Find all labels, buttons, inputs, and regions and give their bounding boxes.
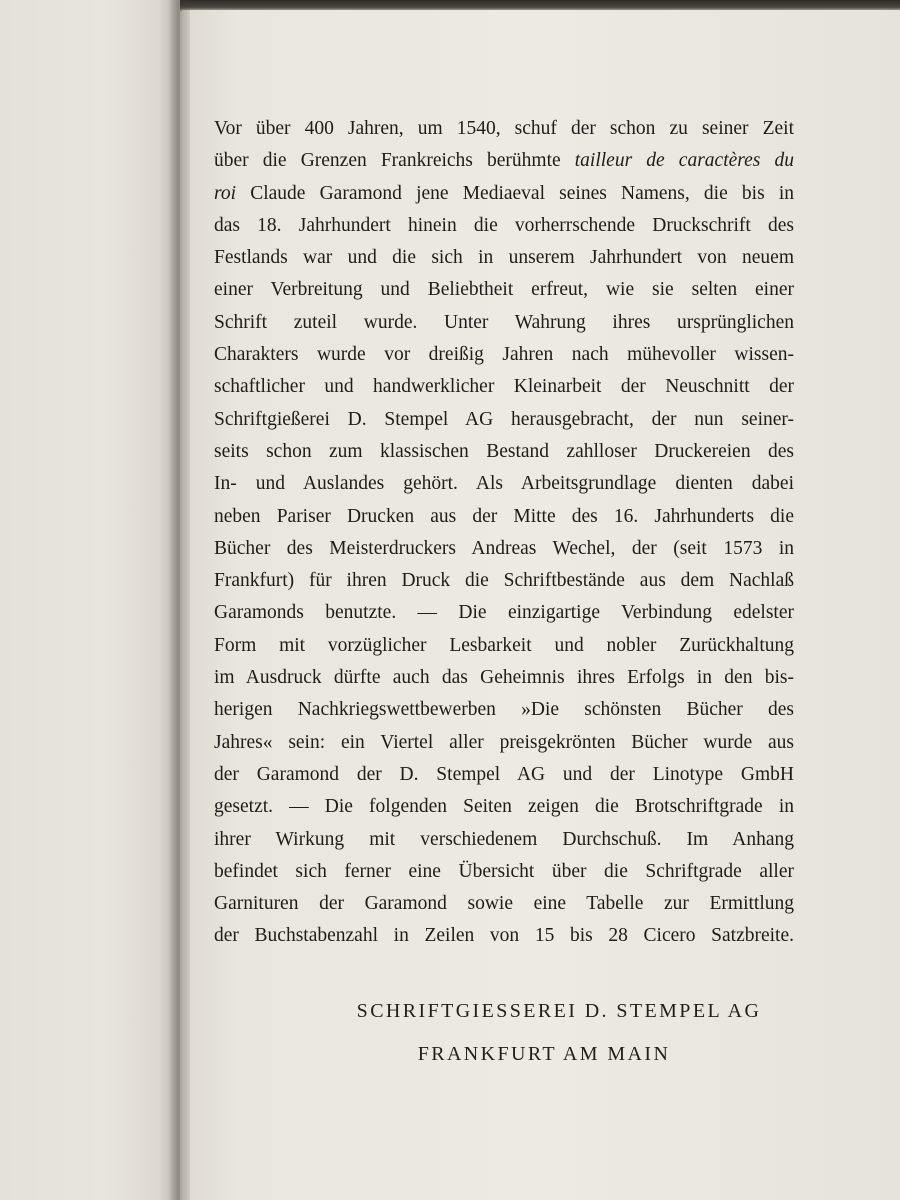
text-line [214, 145, 794, 177]
italic-text-segment: roi [214, 182, 237, 204]
text-line [214, 533, 794, 565]
text-segment: im Ausdruck dürfte auch das Geheimnis ihres Erfolgs in den bis- [214, 667, 794, 689]
text-segment: befindet sich ferner eine Übersicht über die Schriftgrade aller [214, 860, 794, 882]
text-segment: Garamonds benutzte. — Die einzigartige Verbindung edelster [214, 602, 794, 624]
text-line [214, 597, 794, 629]
text-segment: gesetzt. — Die folgenden Seiten zeigen die Brotschriftgrade in [214, 796, 794, 818]
italic-text-segment: tailleur de caractères du [574, 150, 794, 172]
text-line [214, 307, 794, 339]
body-paragraph [214, 113, 794, 953]
text-segment: der Buchstabenzahl in Zeilen von 15 bis 28 Cicero Satzbreite. [214, 925, 794, 947]
text-line [214, 920, 794, 952]
text-segment: Jahres« sein: ein Viertel aller preisgekrönten Bücher wurde aus [214, 731, 794, 753]
text-segment: einer Verbreitung und Beliebtheit erfreut, wie sie selten einer [214, 279, 794, 301]
text-line [214, 662, 794, 694]
text-line [214, 791, 794, 823]
text-segment: seits schon zum klassischen Bestand zahlloser Druckereien des [214, 440, 794, 462]
text-segment: der Garamond der D. Stempel AG und der Linotype GmbH [214, 763, 794, 785]
text-line [214, 274, 794, 306]
text-line [214, 856, 794, 888]
text-line [214, 404, 794, 436]
text-segment: Charakters wurde vor dreißig Jahren nach mühevoller wissen- [214, 344, 794, 366]
text-line [214, 824, 794, 856]
text-segment: Claude Garamond jene Mediaeval seines Namens, die bis in [236, 182, 794, 204]
text-line [214, 178, 794, 210]
imprint-publisher: SCHRIFTGIESSEREI D. STEMPEL AG [356, 1000, 762, 1022]
text-line [214, 630, 794, 662]
text-segment: Frankfurt) für ihren Druck die Schriftbestände aus dem Nachlaß [214, 570, 794, 592]
text-segment: Vor über 400 Jahren, um 1540, schuf der schon zu seiner Zeit [214, 118, 794, 139]
text-line [214, 371, 794, 403]
text-line [214, 501, 794, 533]
text-line [214, 727, 794, 759]
left-page-blank [0, 0, 180, 1200]
text-line [214, 759, 794, 791]
text-segment: ihrer Wirkung mit verschiedenem Durchschuß. Im Anhang [214, 828, 794, 850]
text-segment: herigen Nachkriegswettbewerben »Die schönsten Bücher des [214, 699, 794, 721]
text-segment: Schriftgießerei D. Stempel AG herausgebracht, der nun seiner- [214, 408, 794, 430]
text-segment: Garnituren der Garamond sowie eine Tabelle zur Ermittlung [214, 893, 794, 915]
text-line [214, 436, 794, 468]
text-line [214, 468, 794, 500]
text-line [214, 242, 794, 274]
text-segment: schaftlicher und handwerklicher Kleinarbeit der Neuschnitt der [214, 376, 794, 398]
imprint-city: FRANKFURT AM MAIN [417, 1043, 671, 1065]
text-line [214, 888, 794, 920]
text-segment: Bücher des Meisterdruckers Andreas Wechel, der (seit 1573 in [214, 537, 794, 559]
text-line [214, 565, 794, 597]
text-segment: über die Grenzen Frankreichs berühmte [214, 150, 575, 172]
text-segment: Schrift zuteil wurde. Unter Wahrung ihres ursprünglichen [214, 311, 794, 333]
text-segment: Festlands war und die sich in unserem Jahrhundert von neuem [214, 247, 794, 269]
text-line [214, 210, 794, 242]
text-segment: Form mit vorzüglicher Lesbarkeit und nobler Zurückhaltung [214, 634, 794, 656]
text-line [214, 113, 794, 145]
text-line [214, 339, 794, 371]
text-segment: neben Pariser Drucken aus der Mitte des 16. Jahrhunderts die [214, 505, 794, 527]
text-segment: In- und Auslandes gehört. Als Arbeitsgrundlage dienten dabei [214, 473, 794, 495]
gutter-shadow [168, 0, 190, 1200]
text-line [214, 694, 794, 726]
text-segment: das 18. Jahrhundert hinein die vorherrschende Druckschrift des [214, 214, 794, 236]
